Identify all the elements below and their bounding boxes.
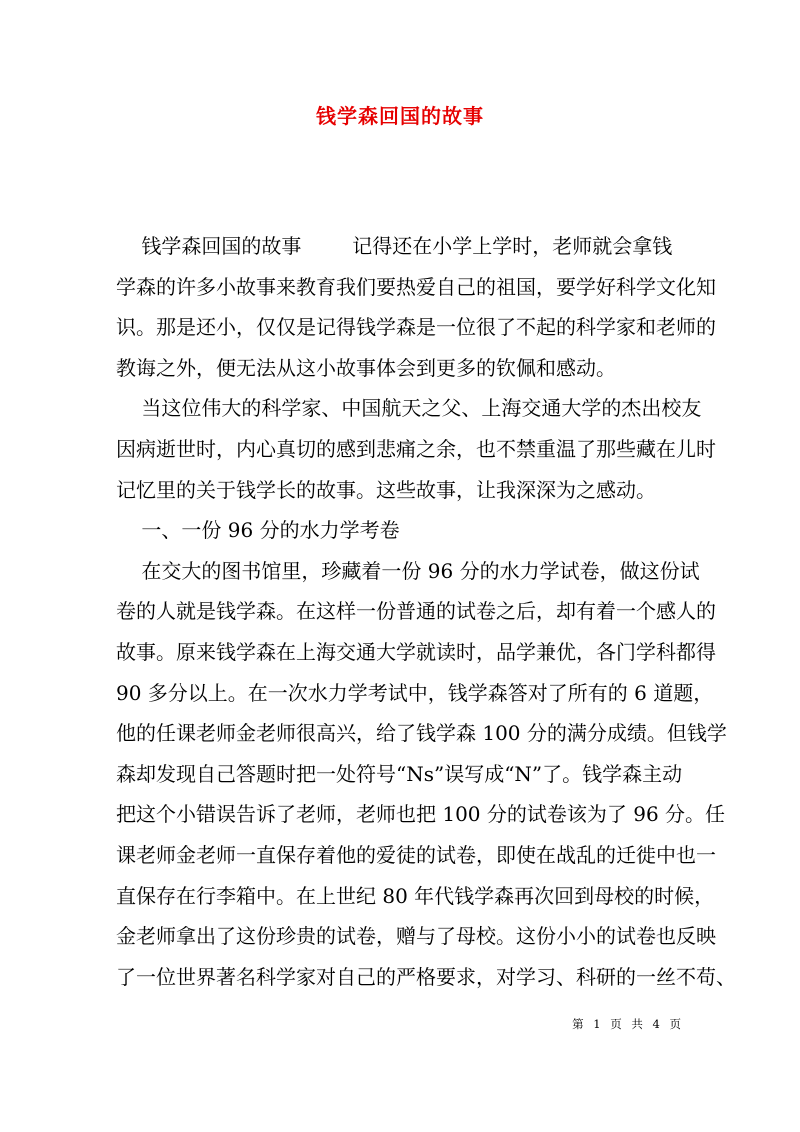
document-title: 钱学森回国的故事 [316, 104, 484, 128]
text-line: 教诲之外，便无法从这小故事体会到更多的钦佩和感动。 [116, 355, 616, 380]
text-line: 在交大的图书馆里，珍藏着一份 96 分的水力学试卷，做这份试 [116, 558, 700, 583]
text-line: 当这位伟大的科学家、中国航天之父、上海交通大学的杰出校友 [116, 396, 702, 421]
text-line: 卷的人就是钱学森。在这样一份普通的试卷之后，却有着一个感人的 [116, 599, 716, 624]
text-line: 识。那是还小，仅仅是记得钱学森是一位很了不起的科学家和老师的 [116, 315, 716, 340]
text-line: 钱学森回国的故事 记得还在小学上学时，老师就会拿钱 [116, 234, 673, 258]
text-line: 直保存在行李箱中。在上世纪 80 年代钱学森再次回到母校的时候， [116, 883, 715, 908]
section-heading: 一、一份 96 分的水力学考卷 [116, 518, 400, 543]
text-line: 了一位世界著名科学家对自己的严格要求，对学习、科研的一丝不苟、 [116, 964, 736, 989]
text-line: 学森的许多小故事来教育我们要热爱自己的祖国，要学好科学文化知 [116, 274, 716, 299]
text-line: 90 多分以上。在一次水力学考试中，钱学森答对了所有的 6 道题， [116, 680, 714, 705]
text-line: 因病逝世时，内心真切的感到悲痛之余，也不禁重温了那些藏在儿时 [116, 436, 716, 461]
text-line: 记忆里的关于钱学长的故事。这些故事，让我深深为之感动。 [116, 477, 656, 502]
text-line: 他的任课老师金老师很高兴，给了钱学森 100 分的满分成绩。但钱学 [116, 721, 727, 746]
text-line: 课老师金老师一直保存着他的爱徒的试卷，即使在战乱的迁徙中也一 [116, 842, 716, 867]
text-line: 把这个小错误告诉了老师，老师也把 100 分的试卷该为了 96 分。任 [116, 802, 726, 827]
body-text [116, 226, 736, 997]
text-line: 故事。原来钱学森在上海交通大学就读时，品学兼优，各门学科都得 [116, 639, 716, 664]
text-line: 金老师拿出了这份珍贵的试卷，赠与了母校。这份小小的试卷也反映 [116, 924, 716, 949]
page-number-footer: 第 1 页 共 4 页 [572, 1017, 684, 1031]
text-line: 森却发现自己答题时把一处符号“Ns”误写成“N”了。钱学森主动 [116, 761, 683, 786]
